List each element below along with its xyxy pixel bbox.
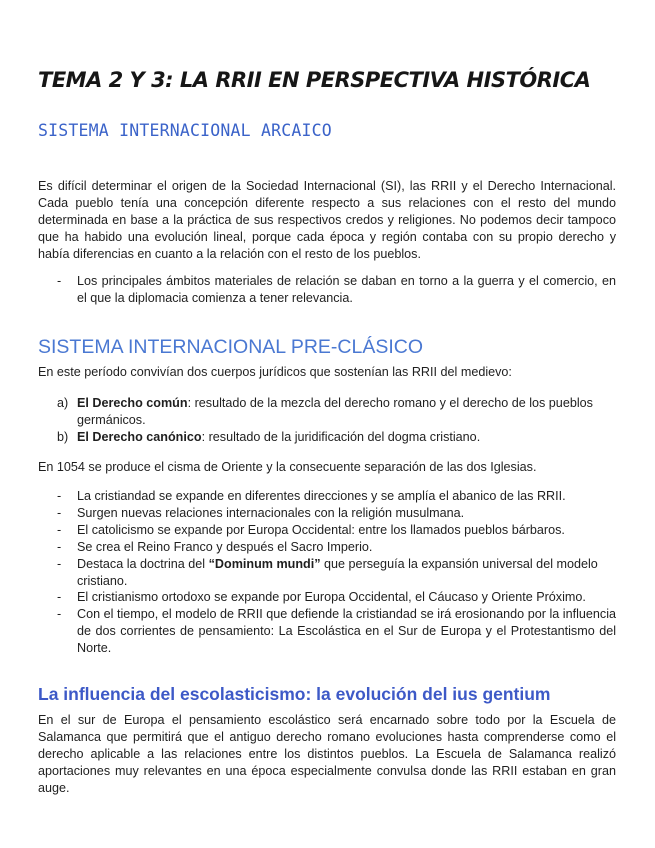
law-term: El Derecho común xyxy=(77,396,188,410)
law-term: El Derecho canónico xyxy=(77,429,202,444)
bullet-dash: - xyxy=(57,505,62,520)
bullet-text: Surgen nuevas relaciones internacionales con la religión musulmana. xyxy=(77,505,465,520)
list-item xyxy=(38,395,616,429)
bullet-text: La cristiandad se expande en diferentes direcciones y se amplía el abanico de las RRII. xyxy=(77,489,566,503)
bullet-dash: - xyxy=(57,539,62,554)
bullet-dash: - xyxy=(57,556,62,571)
bullet-text-before: Destaca la doctrina del xyxy=(77,556,209,571)
list-item xyxy=(38,522,616,539)
paragraph-archaic: Es difícil determinar el origen de la Sociedad Internacional (SI), las RRII y el Derecho Internacional. Cada pueblo tenía una concepción diferente respecto a sus relaciones con el resto del mundo determinada en base a la práctica de sus respectivos credos y religiones. No podemos decir tampoco que ha habido una evolución lineal, porque cada época y región contaba con su propio derecho y había diferencias en cuanto a la relación con el resto de los pueblos. xyxy=(38,179,616,261)
list-item xyxy=(38,606,616,657)
list-marker: b) xyxy=(57,429,69,444)
list-item xyxy=(38,589,616,606)
list-item xyxy=(38,488,616,505)
paragraph-scholasticism: En el sur de Europa el pensamiento escolástico será encarnado sobre todo por la Escuela de Salamanca que permitirá que el antiguo derecho romano evoluciones hasta comprenderse como el derecho aplicable a las relaciones entre los distintos pueblos. La Escuela de Salamanca realizó aportaciones muy relevantes en una época especialmente convulsa donde las RRII estaban en gran auge. xyxy=(38,713,616,795)
list-item xyxy=(38,539,616,556)
bullet-dash: - xyxy=(57,522,62,537)
law-description: : resultado de la mezcla del derecho romano y el derecho de los pueblos germánicos. xyxy=(77,396,593,427)
bullet-text: Con el tiempo, el modelo de RRII que defiende la cristiandad se irá erosionando por la influencia de dos corrientes de pensamiento: La Escolástica en el Sur de Europa y el Protestantismo del Norte. xyxy=(77,607,616,656)
heading-scholasticism-influence: La influencia del escolasticismo: la evolución del ius gentium xyxy=(38,684,551,704)
law-bodies-list xyxy=(38,395,616,446)
preclassic-bullet-list xyxy=(38,488,616,657)
bullet-dash: - xyxy=(57,607,62,622)
list-marker: a) xyxy=(57,396,69,410)
bullet-dash: - xyxy=(57,590,62,605)
archaic-bullet-list xyxy=(38,273,616,307)
bullet-dash: - xyxy=(57,274,62,288)
bullet-text: Los principales ámbitos materiales de relación se daban en torno a la guerra y el comercio, en el que la diplomacia comienza a tener relevancia. xyxy=(77,274,616,305)
bullet-dash: - xyxy=(57,489,62,503)
paragraph-schism: En 1054 se produce el cisma de Oriente y la consecuente separación de las dos Iglesias. xyxy=(38,460,537,474)
law-description: : resultado de la juridificación del dogma cristiano. xyxy=(201,429,481,444)
dominum-mundi-term: “Dominum mundi” xyxy=(208,556,321,571)
heading-preclassic-system: SISTEMA INTERNACIONAL PRE-CLÁSICO xyxy=(38,336,424,358)
list-item xyxy=(38,505,616,522)
list-item xyxy=(38,556,616,590)
list-item xyxy=(38,429,616,446)
page-title: TEMA 2 Y 3: LA RRII EN PERSPECTIVA HISTÓRICA xyxy=(38,68,591,92)
paragraph-preclassic-intro: En este período convivían dos cuerpos jurídicos que sostenían las RRII del medievo: xyxy=(38,365,512,379)
bullet-text-after: que perseguía la expansión universal del modelo cristiano. xyxy=(77,556,598,588)
heading-archaic-system: SISTEMA INTERNACIONAL ARCAICO xyxy=(38,121,332,140)
bullet-text: El catolicismo se expande por Europa Occidental: entre los llamados pueblos bárbaros. xyxy=(77,522,565,537)
bullet-text: Se crea el Reino Franco y después el Sacro Imperio. xyxy=(77,539,373,554)
bullet-text: El cristianismo ortodoxo se expande por Europa Occidental, el Cáucaso y Oriente Próximo. xyxy=(77,590,586,605)
list-item xyxy=(38,273,616,307)
